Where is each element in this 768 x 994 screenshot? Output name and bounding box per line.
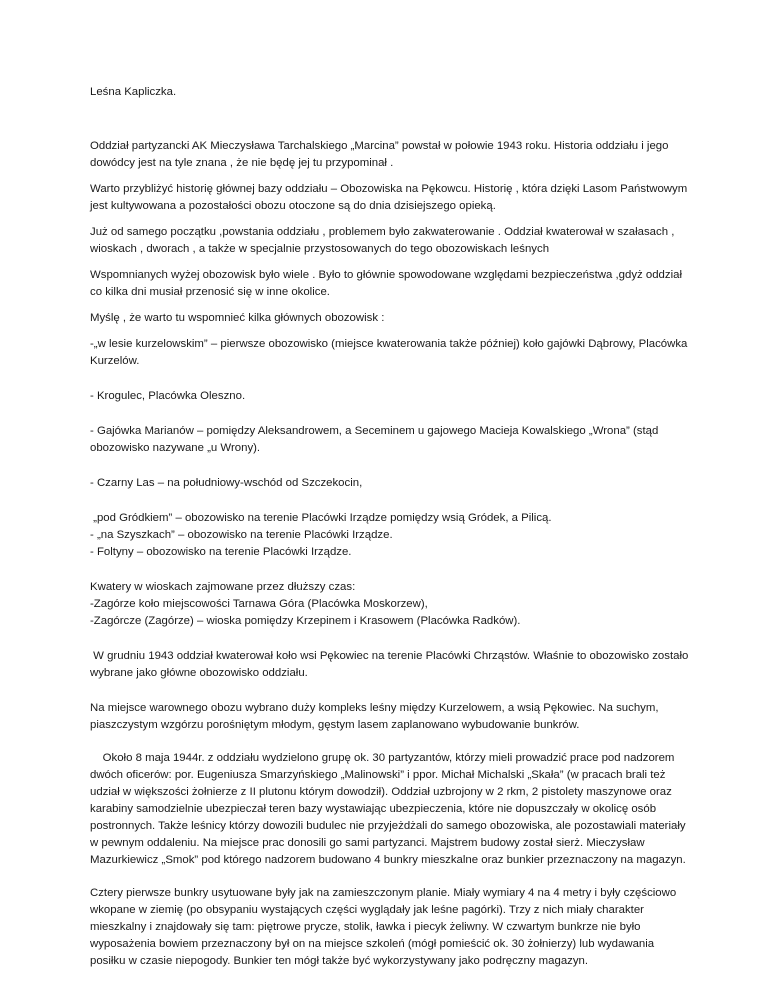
list-item: - Czarny Las – na południowy-wschód od Szczekocin, (90, 477, 363, 489)
list-item: - Krogulec, Placówka Oleszno. (90, 390, 246, 402)
paragraph: Myślę , że warto tu wspomnieć kilka głównych obozowisk : (90, 312, 385, 324)
paragraph: Wspomnianych wyżej obozowisk było wiele . Było to głównie spowodowane względami bezpieczeństwa ,gdyż oddział co kilka dni musiał przenosić się w inne okolice. (90, 269, 686, 298)
paragraph: Warto przybliżyć historię głównej bazy oddziału – Obozowiska na Pękowcu. Historię , która dzięki Lasom Państwowym jest kultywowana a pozostałości obozu otoczone są do dnia dzisiejszego opieką. (90, 183, 691, 212)
paragraph: Około 8 maja 1944r. z oddziału wydzielono grupę ok. 30 partyzantów, którzy mieli prowadzić prace pod nadzorem dwóch oficerów: por. Eugeniusza Smarzyńskiego „Malinowski” i ppor. Michał Michalski „Skała” (w pracach brali też udział w większości żołnierze z II plutonu którym dowodził). Oddział uzbrojony w 2 rkm, 2 pistolety maszynowe oraz karabiny samodzielnie ubezpieczał teren bazy wystawiając ubezpieczenia, które nie dopuszczały w okolicę osób postronnych. Także leśnicy którzy dowozili budulec nie przyjeżdżali do samego obozowiska, ale pozostawiali materiały w pewnym oddaleniu. Na miejsce prac donosili go sami partyzanci. Majstrem budowy został sierż. Mieczysław Mazurkiewicz „Smok” pod którego nadzorem budowano 4 bunkry mieszkalne oraz bunkier przeznaczony na magazyn. (90, 752, 689, 866)
list-item: - Gajówka Marianów – pomiędzy Aleksandrowem, a Seceminem u gajowego Macieja Kowalskiego „Wrona” (stąd obozowisko nazywane „u Wrony). (90, 425, 662, 454)
paragraph: Oddział partyzancki AK Mieczysława Tarchalskiego „Marcina” powstał w połowie 1943 roku. Historia oddziału i jego dowódcy jest na tyle znana , że nie będę jej tu przypominał . (90, 140, 672, 169)
paragraph: Już od samego początku ,powstania oddziału , problemem było zakwaterowanie . Oddział kwaterował w szałasach , wioskach , dworach , a także w specjalnie przystosowanych do tego obozowiskach leśnych (90, 226, 678, 255)
list-item: „pod Gródkiem” – obozowisko na terenie Placówki Irządze pomiędzy wsią Gródek, a Pilicą. - „na Szyszkach” – obozowisko na terenie Placówki Irządze. - Foltyny – obozowisko na terenie Placówki Irządze. (90, 512, 552, 558)
document-page (90, 84, 690, 970)
paragraph: W grudniu 1943 oddział kwaterował koło wsi Pękowiec na terenie Placówki Chrząstów. Właśnie to obozowisko zostało wybrane jako główne obozowisko oddziału. (90, 650, 692, 679)
list-item: -„w lesie kurzelowskim” – pierwsze obozowisko (miejsce kwaterowania także później) koło gajówki Dąbrowy, Placówka Kurzelów. (90, 338, 691, 367)
paragraph: Kwatery w wioskach zajmowane przez dłuższy czas: -Zagórze koło miejscowości Tarnawa Góra (Placówka Moskorzew), -Zagórcze (Zagórze) – wioska pomiędzy Krzepinem i Krasowem (Placówka Radków). (90, 581, 521, 627)
paragraph: Cztery pierwsze bunkry usytuowane były jak na zamieszczonym planie. Miały wymiary 4 na 4 metry i były częściowo wkopane w ziemię (po obsypaniu wystających części wyglądały jak leśne pagórki). Trzy z nich miały charakter mieszkalny i znajdowały się tam: piętrowe prycze, stolik, ławka i piecyk żeliwny. W czwartym bunkrze nie było wyposażenia bowiem przeznaczony był on na miejsce szkoleń (mógł pomieścić ok. 30 żołnierzy) lub wydawania posiłku w czasie niepogody. Bunkier ten mógł także być wykorzystywany jako podręczny magazyn. (90, 887, 680, 967)
paragraph: Na miejsce warownego obozu wybrano duży kompleks leśny między Kurzelowem, a wsią Pękowiec. Na suchym, piaszczystym wzgórzu porośniętym młodym, gęstym lasem zaplanowano wybudowanie bunkrów. (90, 702, 662, 731)
document-title: Leśna Kapliczka. (90, 86, 177, 98)
